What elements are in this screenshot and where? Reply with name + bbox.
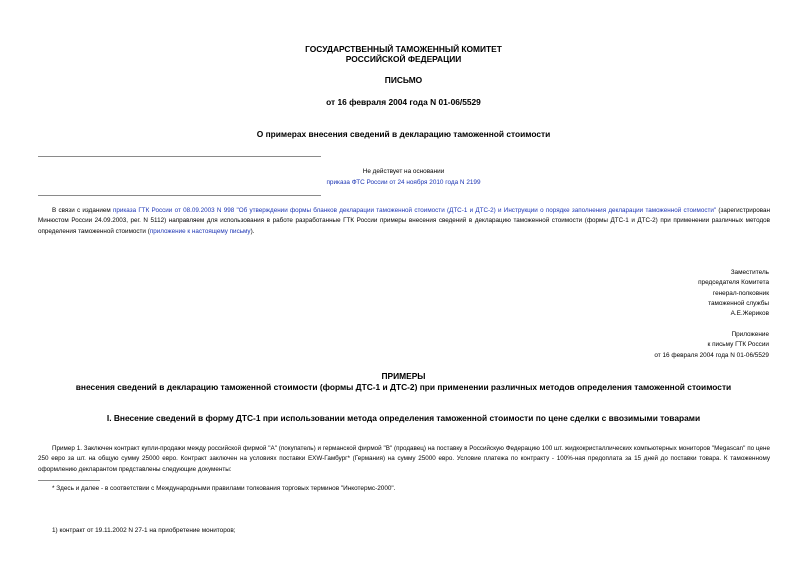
intro-paragraph	[38, 206, 770, 237]
appendix-ref-line-1: Приложение	[731, 331, 769, 338]
doc-type: ПИСЬМО	[384, 75, 423, 85]
signature-block	[698, 268, 769, 319]
intro-text-2: (зарегистрирован Минюстом России 24.09.2003, рег. N 5112) направляем для использования в работе разработанные ГТК России примеры внесения сведений в декларацию таможенной стоимости (формы ДТС-1 и ДТС-2) при применении различных методов определения таможенной стоимости (	[38, 207, 770, 235]
footnote-divider	[38, 480, 100, 481]
signature-name: А.Е.Жериков	[730, 310, 769, 318]
divider-top	[38, 156, 321, 157]
appendix-link[interactable]: приложение к настоящему письму	[149, 227, 251, 235]
org-name-line2: РОССИЙСКОЙ ФЕДЕРАЦИИ	[345, 54, 462, 64]
doc-date-number: от 16 февраля 2004 года N 01-06/5529	[326, 97, 481, 107]
examples-subtitle: внесения сведений в декларацию таможенной стоимости (формы ДТС-1 и ДТС-2) при применении различных методов определения таможенной стоимости	[75, 382, 732, 392]
appendix-ref-line-2: к письму ГТК России	[707, 341, 769, 349]
appendix-reference	[654, 330, 769, 361]
doc-subject: О примерах внесения сведений в декларацию таможенной стоимости	[256, 129, 551, 139]
intro-text-1: В связи с изданием	[52, 207, 113, 214]
examples-title: ПРИМЕРЫ	[381, 371, 426, 381]
signature-line-2: председателя Комитета	[698, 279, 769, 287]
org-name-line1: ГОСУДАРСТВЕННЫЙ ТАМОЖЕННЫЙ КОМИТЕТ	[305, 44, 502, 54]
order-998-link[interactable]: приказа ГТК России от 08.09.2003 N 998 "Об утверждении формы бланков декларации таможенной стоимости (ДТС-1 и ДТС-2) и Инструкции о порядке заполнения декларации таможенной стоимости"	[112, 207, 717, 214]
signature-line-3: генерал-полковник	[712, 289, 769, 297]
status-notice-link[interactable]: приказа ФТС России от 24 ноября 2010 года N 2199	[326, 179, 481, 186]
signature-line-4: таможенной службы	[708, 299, 769, 307]
signature-line-1: Заместитель	[730, 269, 769, 276]
status-notice: Не действует на основании	[362, 168, 445, 175]
example-1-paragraph: Пример 1. Заключен контракт купли-продажи между российской фирмой "А" (покупатель) и германской фирмой "В" (продавец) на поставку в Российскую Федерацию 100 шт. жидкокристаллических компьютерных мониторов "Megascan" по цене 250 евро за шт. на общую сумму 25000 евро. Контракт заключен на условиях поставки EXW-Гамбург* (Германия) на сумму 25000 евро. Условие платежа по контракту - 100%-ная предоплата за 15 дней до поставки товара. К таможенному оформлению декларантом представлены следующие документы:	[38, 445, 770, 473]
intro-text-3: ).	[250, 227, 255, 235]
appendix-ref-line-3: от 16 февраля 2004 года N 01-06/5529	[654, 351, 769, 359]
documents-list-item-1: 1) контракт от 19.11.2002 N 27-1 на приобретение мониторов;	[52, 527, 236, 534]
divider-bottom	[38, 195, 321, 196]
footnote-text: * Здесь и далее - в соответствии с Международными правилами толкования торговых терминов "Инкотермс-2000".	[52, 485, 396, 492]
status-notice-link-row	[0, 178, 807, 188]
section-1-heading: I. Внесение сведений в форму ДТС-1 при использовании метода определения таможенной стоимости по цене сделки с ввозимыми товарами	[106, 413, 701, 423]
